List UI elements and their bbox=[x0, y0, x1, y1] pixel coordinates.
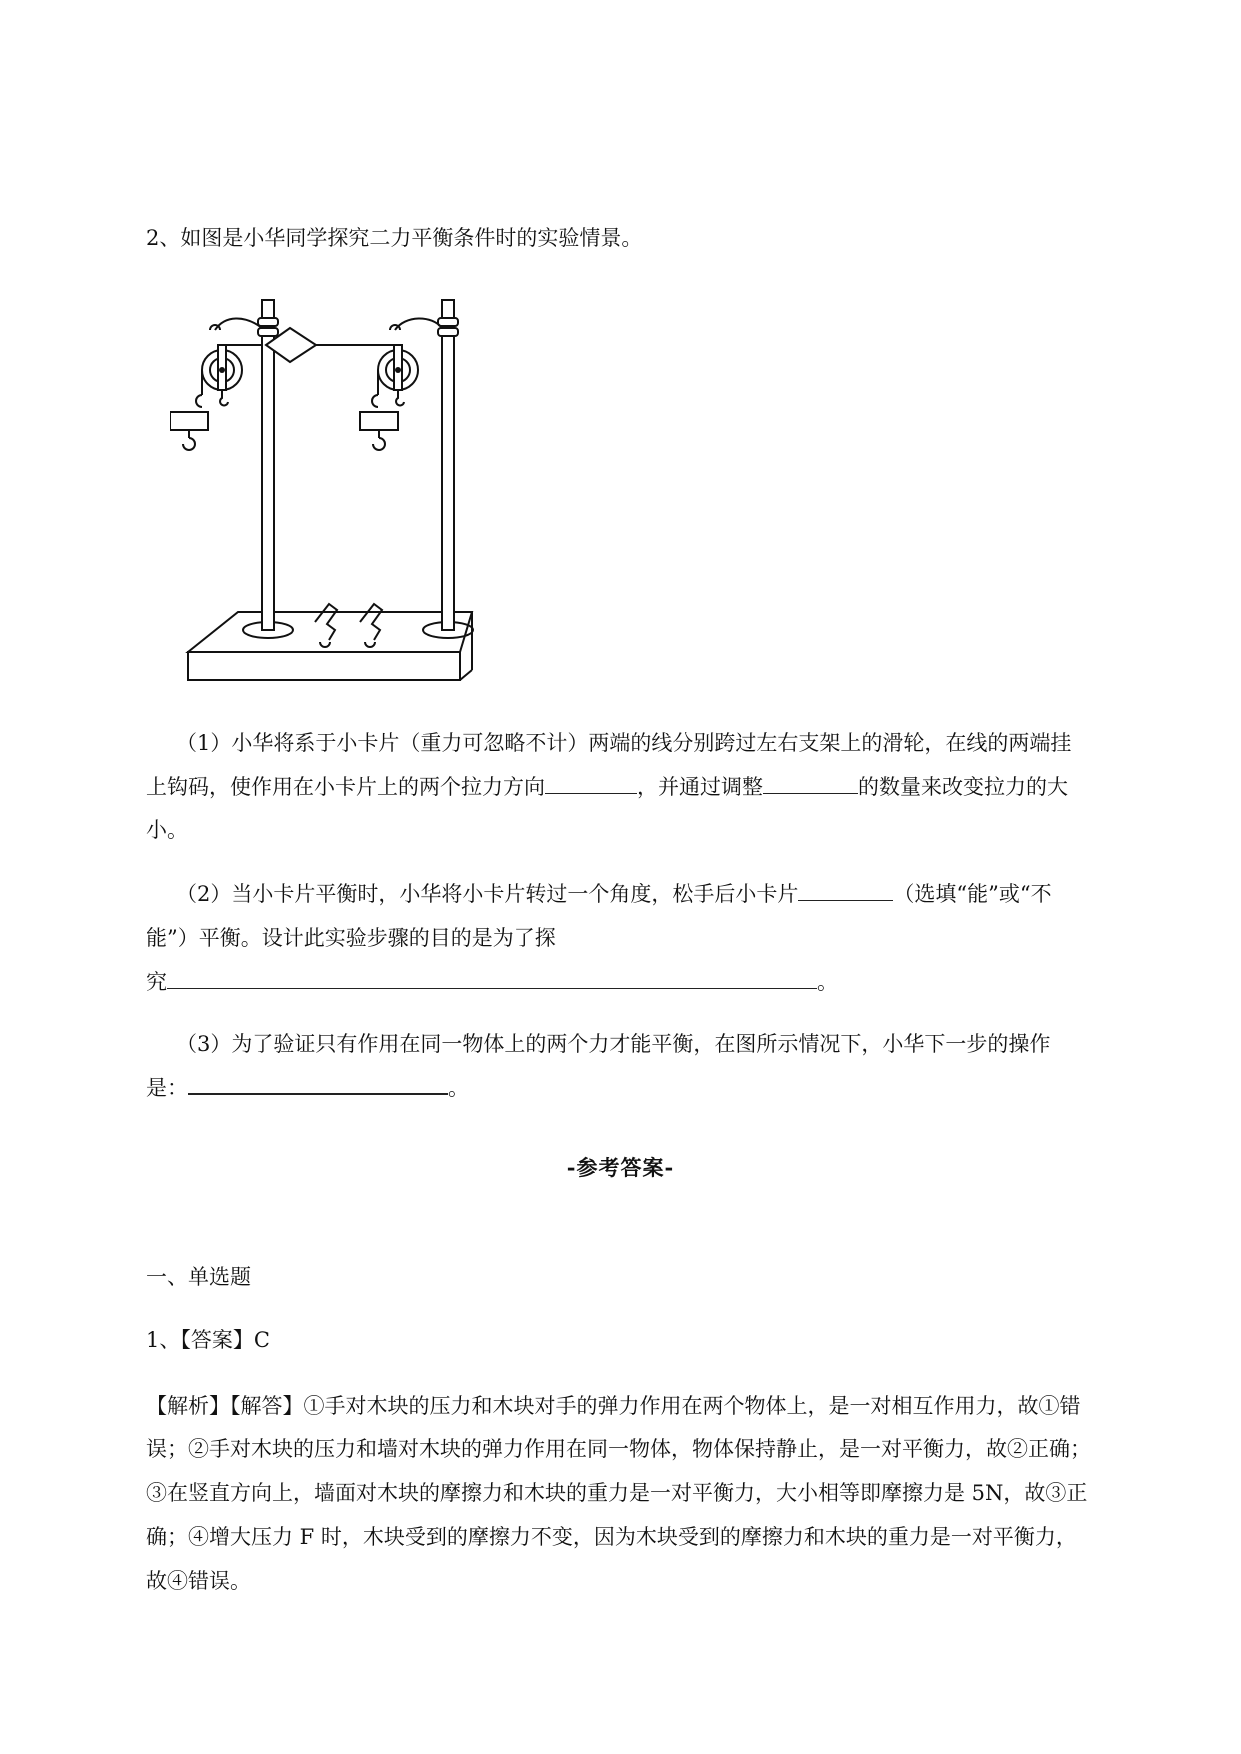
analysis-line-4: 确；④增大压力 F 时，木块受到的摩擦力不变，因为木块受到的摩擦力和木块的重力是一对平衡力， bbox=[146, 1525, 1077, 1549]
part3-line1: （3）为了验证只有作用在同一物体上的两个力才能平衡，在图所示情况下，小华下一步的操作 bbox=[176, 1032, 1051, 1056]
question-intro: 2、如图是小华同学探究二力平衡条件时的实验情景。 bbox=[146, 226, 643, 250]
part2-text-c: 究 bbox=[146, 970, 167, 994]
part3-line2 bbox=[146, 1072, 469, 1102]
answer-item-1: 1、【答案】C bbox=[146, 1328, 270, 1352]
answer-blank-operation[interactable] bbox=[188, 1072, 448, 1095]
part1-line1: （1）小华将系于小卡片（重力可忽略不计）两端的线分别跨过左右支架上的滑轮，在线的两端挂 bbox=[176, 731, 1072, 755]
part2-line1 bbox=[176, 878, 1052, 908]
answer-blank-purpose[interactable] bbox=[167, 967, 817, 989]
answer-blank-direction[interactable] bbox=[545, 772, 637, 794]
right-pulley bbox=[378, 318, 442, 405]
answers-title: -参考答案- bbox=[566, 1155, 675, 1180]
left-hook-weight bbox=[170, 370, 208, 450]
answer-blank-balance[interactable] bbox=[798, 879, 893, 901]
answer-blank-quantity[interactable] bbox=[763, 772, 858, 794]
part2-line3 bbox=[146, 966, 838, 996]
analysis-line-5: 故④错误。 bbox=[146, 1569, 251, 1593]
part2-text-a: （2）当小卡片平衡时，小华将小卡片转过一个角度，松手后小卡片 bbox=[176, 882, 799, 906]
section-heading: 一、单选题 bbox=[146, 1265, 251, 1289]
part3-text-b: 。 bbox=[448, 1076, 469, 1100]
analysis-line-3: ③在竖直方向上，墙面对木块的摩擦力和木块的重力是一对平衡力，大小相等即摩擦力是 5N，故③正 bbox=[146, 1481, 1088, 1505]
part1-text-b: ，并通过调整 bbox=[637, 775, 763, 799]
part3-text-a: 是： bbox=[146, 1076, 188, 1100]
part1-line3: 小。 bbox=[146, 818, 188, 842]
left-pulley bbox=[202, 318, 262, 405]
part1-line2 bbox=[146, 771, 1068, 801]
analysis-line-2: 误；②手对木块的压力和墙对木块的弹力作用在同一物体，物体保持静止，是一对平衡力，故②正确； bbox=[146, 1437, 1091, 1461]
part2-text-d: 。 bbox=[817, 970, 838, 994]
base-block bbox=[188, 612, 473, 680]
analysis-line-1: 【解析】【解答】①手对木块的压力和木块对手的弹力作用在两个物体上，是一对相互作用力，故①错 bbox=[146, 1394, 1081, 1418]
small-card bbox=[266, 328, 394, 362]
right-stand bbox=[438, 300, 458, 630]
part2-line2: 能”）平衡。设计此实验步骤的目的是为了探 bbox=[146, 926, 556, 950]
experiment-figure bbox=[170, 290, 500, 690]
part2-text-b: （选填“能”或“不 bbox=[893, 882, 1052, 906]
part1-text-a: 上钩码，使作用在小卡片上的两个拉力方向 bbox=[146, 775, 545, 799]
part1-text-c: 的数量来改变拉力的大 bbox=[858, 775, 1068, 799]
